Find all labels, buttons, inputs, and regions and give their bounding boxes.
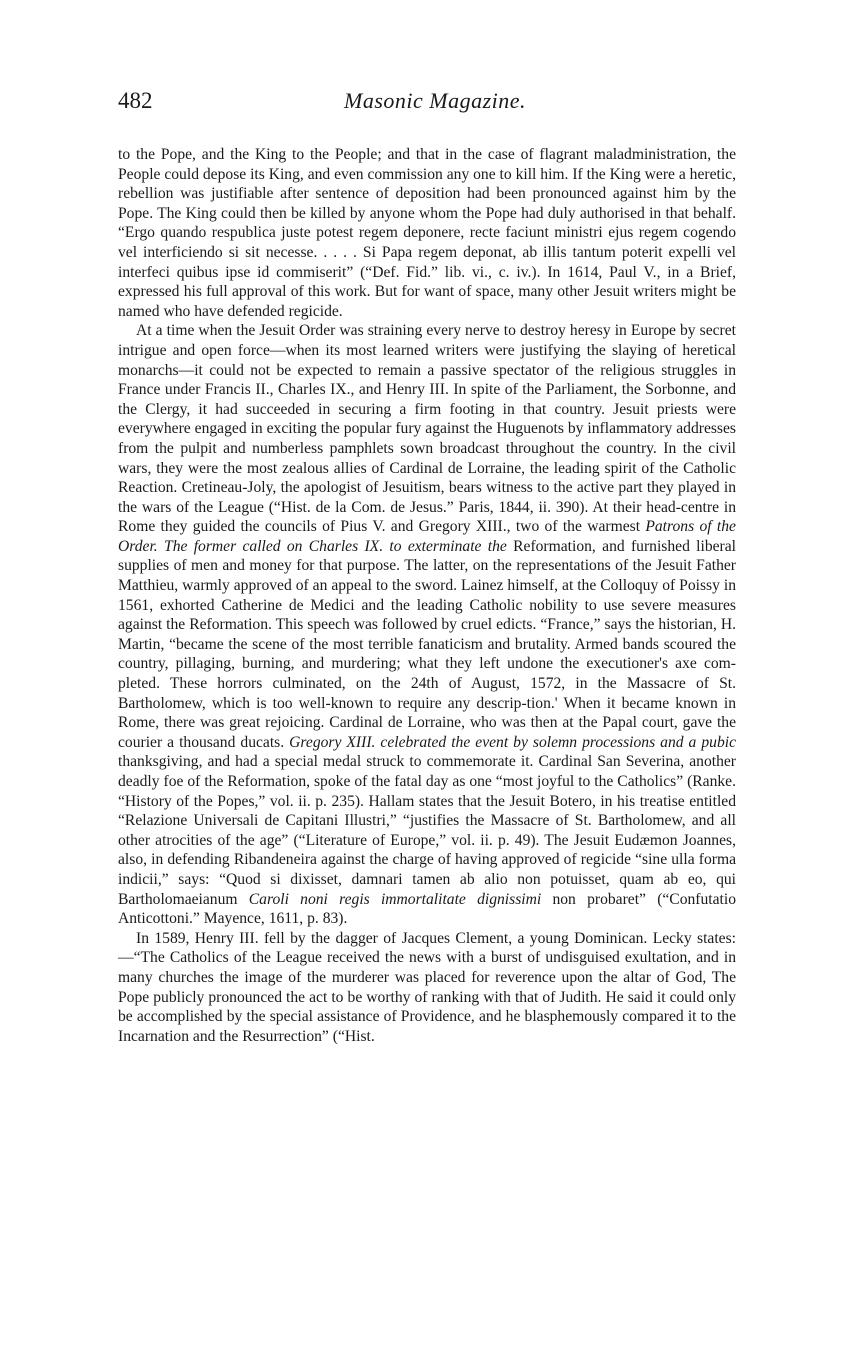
running-title: Masonic Magazine.	[344, 88, 527, 113]
paragraph-2-text-a: At a time when the Jesuit Order was straining every nerve to destroy heresy in Europe by secret intrigue and open force—when its most learned writers were justifying the slaying of heretical monarchs—it could not be expected to remain a passive spectator of the religious struggles in France under Francis II., Charles IX., and Henry III. In spite of the Parliament, the Sorbonne, and the Clergy, it had succeeded in securing a firm footing in that country. Jesuit priests were everywhere engaged in exciting the popular fury against the Huguenots by inflammatory addresses from the pulpit and numberless pamphlets sown broadcast throughout the country. In the civil wars, they were the most zealous allies of Cardinal de Lorraine, the leading spirit of the Catholic Reaction. Cretineau-Joly, the apologist of Jesuitism, bears witness to the active part they played in the wars of the League (“Hist. de la Com. de Jesus.” Paris, 1844, ii. 390). At their head-centre in Rome they guided the councils of Pius V. and Gregory XIII., two of the warmest	[118, 322, 736, 536]
body-text	[118, 145, 736, 1046]
paragraph-2	[118, 321, 736, 928]
paragraph-2-italic-c: Caroli noni regis immortalitate dignissimi	[248, 890, 542, 908]
page-header	[118, 88, 738, 124]
page-number: 482	[118, 88, 153, 113]
paragraph-3	[118, 929, 736, 1047]
paragraph-1-text: to the Pope, and the King to the People; and that in the case of flagrant maladministration, the People could depose its King, and even commission any one to kill him. If the King were a heretic, rebellion was justifiable after sentence of deposition had been pronounced against him by the Pope. The King could then be killed by anyone whom the Pope had duly authorised in that behalf. “Ergo quando respublica juste potest regem deponere, recte faciunt ministri ejus regem cogendo vel interficiendo si sit necesse. . . . . Si Papa regem deponat, ab illis tantum poterit expelli vel interfeci quibus ipse id commiserit” (“Def. Fid.” lib. vi., c. iv.). In 1614, Paul V., in a Brief, expressed his full approval of this work. But for want of space, many other Jesuit writers might be named who have defended regicide.	[118, 146, 736, 320]
paragraph-3-text: In 1589, Henry III. fell by the dagger of Jacques Clement, a young Dominican. Lecky states:—“The Catholics of the League received the news with a burst of undisguised exultation, and in many churches the image of the murderer was placed for reverence upon the altar of God, The Pope publicly pronounced the act to be worthy of ranking with that of Judith. He said it could only be accomplished by the special assistance of Providence, and he blasphemously compared it to the Incarnation and the Resurrection” (“Hist.	[118, 929, 736, 1045]
paragraph-2-italic-a: Patrons of the Order. The former called on Charles IX. to exterminate the	[118, 518, 736, 555]
paragraph-2-text-c: thanksgiving, and had a special medal struck to commemorate it. Cardinal San Severina, another deadly foe of the Reformation, spoke of the fatal day as one “most joyful to the Catholics” (Ranke. “History of the Popes,” vol. ii. p. 235). Hallam states that the Jesuit Botero, in his treatise entitled “Relazione Universali de Capitani Illustri,” “justifies the Massacre of St. Bartholomew, and all other atrocities of the age” (“Literature of Europe,” vol. ii. p. 49). The Jesuit Eudæmon Joannes, also, in defending Ribandeneira against the charge of having approved of regicide “sine ulla forma indicii,” says: “Quod si dixisset, damnari tamen ab alio non potuisset, quam ab eo, qui Bartholomaeianum	[118, 753, 736, 908]
paragraph-2-italic-b: Gregory XIII. celebrated the event by solemn processions and a pubic	[289, 733, 736, 751]
paragraph-2-text-d: non probaret” (“Confutatio Anticottoni.” Mayence, 1611, p. 83).	[118, 890, 737, 928]
paragraph-2-text-b: Reformation, and furnished liberal supplies of men and money for that purpose. The latter, on the representations of the Jesuit Father Matthieu, warmly approved of an appeal to the sword. Lainez himself, at the Colloquy of Poissy in 1561, exhorted Catherine de Medici and the leading Catholic nobility to use severe measures against the Reformation. This speech was followed by cruel edicts. “France,” says the historian, H. Martin, “became the scene of the most terrible fanaticism and brutality. Armed bands scoured the country, pillaging, burning, and murdering; what they left undone the executioner's axe com-pleted. These horrors culminated, on the 24th of August, 1572, in the Massacre of St. Bartholomew, which is too well-known to require any descrip-tion.' When it became known in Rome, there was great rejoicing. Cardinal de Lorraine, who was then at the Papal court, gave the courier a thousand ducats.	[118, 537, 736, 751]
paragraph-1	[118, 145, 736, 321]
